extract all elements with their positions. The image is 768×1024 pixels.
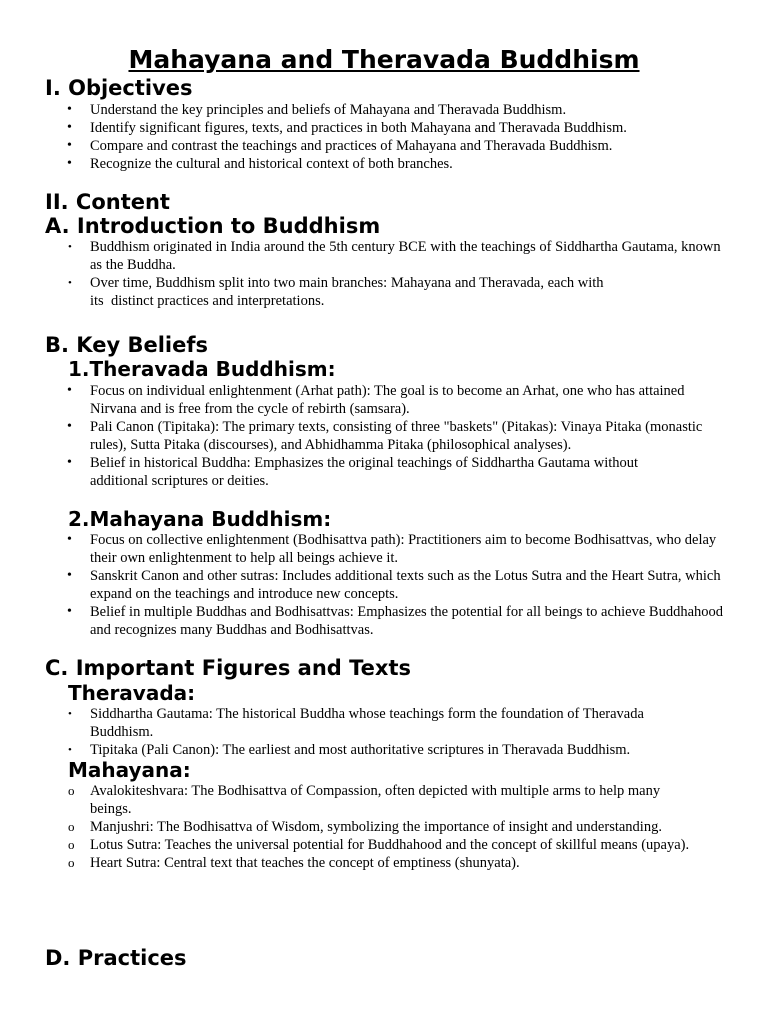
list-item: • Recognize the cultural and historical context of both branches. xyxy=(67,156,453,172)
circle-bullet-icon: o xyxy=(68,819,75,834)
list-item: • Focus on collective enlightenment (Bodhisattva path): Practitioners aim to become Bodhisattvas, who delay their own enlightenment to help all beings achieve it. xyxy=(67,532,717,566)
bullet-icon: • xyxy=(67,120,72,135)
bullet-icon: • xyxy=(67,138,72,153)
list-item: • Siddhartha Gautama: The historical Buddha whose teachings form the foundation of Theravada Buddhism. xyxy=(68,706,644,740)
bullet-icon: • xyxy=(68,744,72,756)
bullet-icon: • xyxy=(68,277,72,289)
practices-heading: D. Practices xyxy=(45,946,187,970)
bullet-icon: • xyxy=(68,241,72,253)
bullet-icon: • xyxy=(67,455,72,470)
content-heading: II. Content xyxy=(45,190,170,214)
objectives-heading: I. Objectives xyxy=(45,76,193,100)
list-item: • Buddhism originated in India around the 5th century BCE with the teachings of Siddhartha Gautama, known as the Buddha. xyxy=(68,239,721,273)
objectives-list xyxy=(0,101,768,173)
bullet-icon: • xyxy=(67,383,72,398)
theravada-beliefs-heading: 1.Theravada Buddhism: xyxy=(68,357,336,381)
list-item: • Pali Canon (Tipitaka): The primary texts, consisting of three "baskets" (Pitakas): Vinaya Pitaka (monastic rules), Sutta Pitaka (discourses), and Abhidhamma Pitaka (philosophical analyses). xyxy=(67,419,703,453)
list-item: • Tipitaka (Pali Canon): The earliest and most authoritative scriptures in Theravada Buddhism. xyxy=(68,742,631,758)
circle-bullet-icon: o xyxy=(68,837,75,852)
list-item: • Sanskrit Canon and other sutras: Includes additional texts such as the Lotus Sutra and the Heart Sutra, which expand on the teachings and introduce new concepts. xyxy=(67,568,721,602)
circle-bullet-icon: o xyxy=(68,783,75,798)
intro-list xyxy=(0,238,768,310)
theravada-figures-heading: Theravada: xyxy=(68,681,196,705)
bullet-icon: • xyxy=(68,708,72,720)
list-item: • Compare and contrast the teachings and practices of Mahayana and Theravada Buddhism. xyxy=(67,138,613,154)
list-item: o Lotus Sutra: Teaches the universal potential for Buddhahood and the concept of skillful means (upaya). xyxy=(68,837,690,853)
list-item: • Belief in multiple Buddhas and Bodhisattvas: Emphasizes the potential for all beings to achieve Buddhahood and recognizes many Buddhas and Bodhisattvas. xyxy=(67,604,724,638)
list-item: • Focus on individual enlightenment (Arhat path): The goal is to become an Arhat, one who has attained Nirvana and is free from the cycle of rebirth (samsara). xyxy=(67,383,685,417)
list-item: o Heart Sutra: Central text that teaches the concept of emptiness (shunyata). xyxy=(68,855,520,871)
list-item: o Manjushri: The Bodhisattva of Wisdom, symbolizing the importance of insight and understanding. xyxy=(68,819,662,835)
document-title: Mahayana and Theravada Buddhism xyxy=(128,45,640,74)
mahayana-beliefs-list xyxy=(0,531,768,639)
bullet-icon: • xyxy=(67,568,72,583)
list-item: • Identify significant figures, texts, and practices in both Mahayana and Theravada Buddhism. xyxy=(67,120,627,136)
circle-bullet-icon: o xyxy=(68,855,75,870)
beliefs-heading: B. Key Beliefs xyxy=(45,333,208,357)
bullet-icon: • xyxy=(67,532,72,547)
list-item: o Avalokiteshvara: The Bodhisattva of Compassion, often depicted with multiple arms to help many beings. xyxy=(68,783,661,817)
intro-heading: A. Introduction to Buddhism xyxy=(45,214,381,238)
bullet-icon: • xyxy=(67,102,72,117)
mahayana-figures-heading: Mahayana: xyxy=(68,758,191,782)
theravada-beliefs-list xyxy=(0,382,768,490)
theravada-figures-list xyxy=(0,705,768,759)
bullet-icon: • xyxy=(67,419,72,434)
list-item: • Understand the key principles and beliefs of Mahayana and Theravada Buddhism. xyxy=(67,102,567,118)
mahayana-figures-list xyxy=(0,782,768,872)
list-item: • Over time, Buddhism split into two main branches: Mahayana and Theravada, each with its distinct practices and interpretations. xyxy=(68,275,604,309)
mahayana-beliefs-heading: 2.Mahayana Buddhism: xyxy=(68,507,332,531)
figures-heading: C. Important Figures and Texts xyxy=(45,656,411,680)
list-item: • Belief in historical Buddha: Emphasizes the original teachings of Siddhartha Gautama without additional scriptures or deities. xyxy=(67,455,639,489)
bullet-icon: • xyxy=(67,156,72,171)
bullet-icon: • xyxy=(67,604,72,619)
